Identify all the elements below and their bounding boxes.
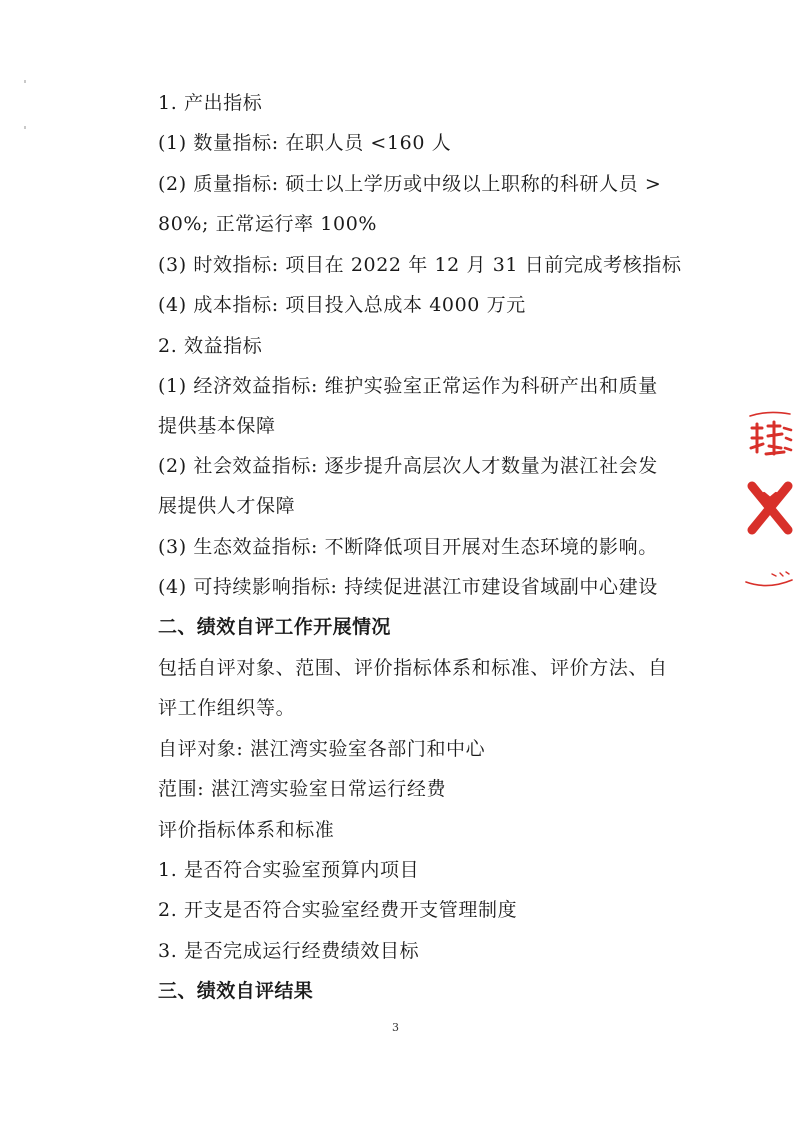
indicator-economic-benefit: (1) 经济效益指标: 维护实验室正常运作为科研产出和质量 (158, 375, 658, 397)
official-seal-icon (728, 408, 793, 598)
indicator-quantity: (1) 数量指标: 在职人员 <160 人 (158, 132, 452, 154)
standard-item-3: 3. 是否完成运行经费绩效目标 (158, 940, 420, 962)
indicator-cost: (4) 成本指标: 项目投入总成本 4000 万元 (158, 294, 526, 316)
paragraph-scope-description: 包括自评对象、范围、评价指标体系和标准、评价方法、自 (158, 657, 668, 679)
indicator-timeliness: (3) 时效指标: 项目在 2022 年 12 月 31 日前完成考核指标 (158, 254, 682, 276)
standard-item-1: 1. 是否符合实验室预算内项目 (158, 859, 420, 881)
section-heading-self-evaluation-results: 三、绩效自评结果 (158, 980, 314, 1002)
indicator-quality-continued: 80%; 正常运行率 100% (158, 213, 378, 235)
indicator-social-benefit-continued: 展提供人才保障 (158, 495, 296, 517)
indicator-economic-benefit-continued: 提供基本保障 (158, 415, 276, 437)
evaluation-standards-title: 评价指标体系和标准 (158, 819, 335, 841)
indicator-ecological-benefit: (3) 生态效益指标: 不断降低项目开展对生态环境的影响。 (158, 536, 658, 558)
indicator-social-benefit: (2) 社会效益指标: 逐步提升高层次人才数量为湛江社会发 (158, 455, 658, 477)
scan-speck (24, 80, 26, 83)
paragraph-scope-description-continued: 评工作组织等。 (158, 697, 296, 719)
indicator-quality: (2) 质量指标: 硕士以上学历或中级以上职称的科研人员 > (158, 173, 662, 195)
section-heading-output-indicators: 1. 产出指标 (158, 92, 263, 114)
section-heading-benefit-indicators: 2. 效益指标 (158, 335, 263, 357)
indicator-sustainable-impact: (4) 可持续影响指标: 持续促进湛江市建设省域副中心建设 (158, 576, 658, 598)
section-heading-self-evaluation-work: 二、绩效自评工作开展情况 (158, 616, 391, 638)
evaluation-scope: 范围: 湛江湾实验室日常运行经费 (158, 778, 447, 800)
scan-speck (24, 126, 26, 129)
page-number: 3 (392, 1021, 399, 1034)
evaluation-object: 自评对象: 湛江湾实验室各部门和中心 (158, 738, 486, 760)
standard-item-2: 2. 开支是否符合实验室经费开支管理制度 (158, 899, 518, 921)
